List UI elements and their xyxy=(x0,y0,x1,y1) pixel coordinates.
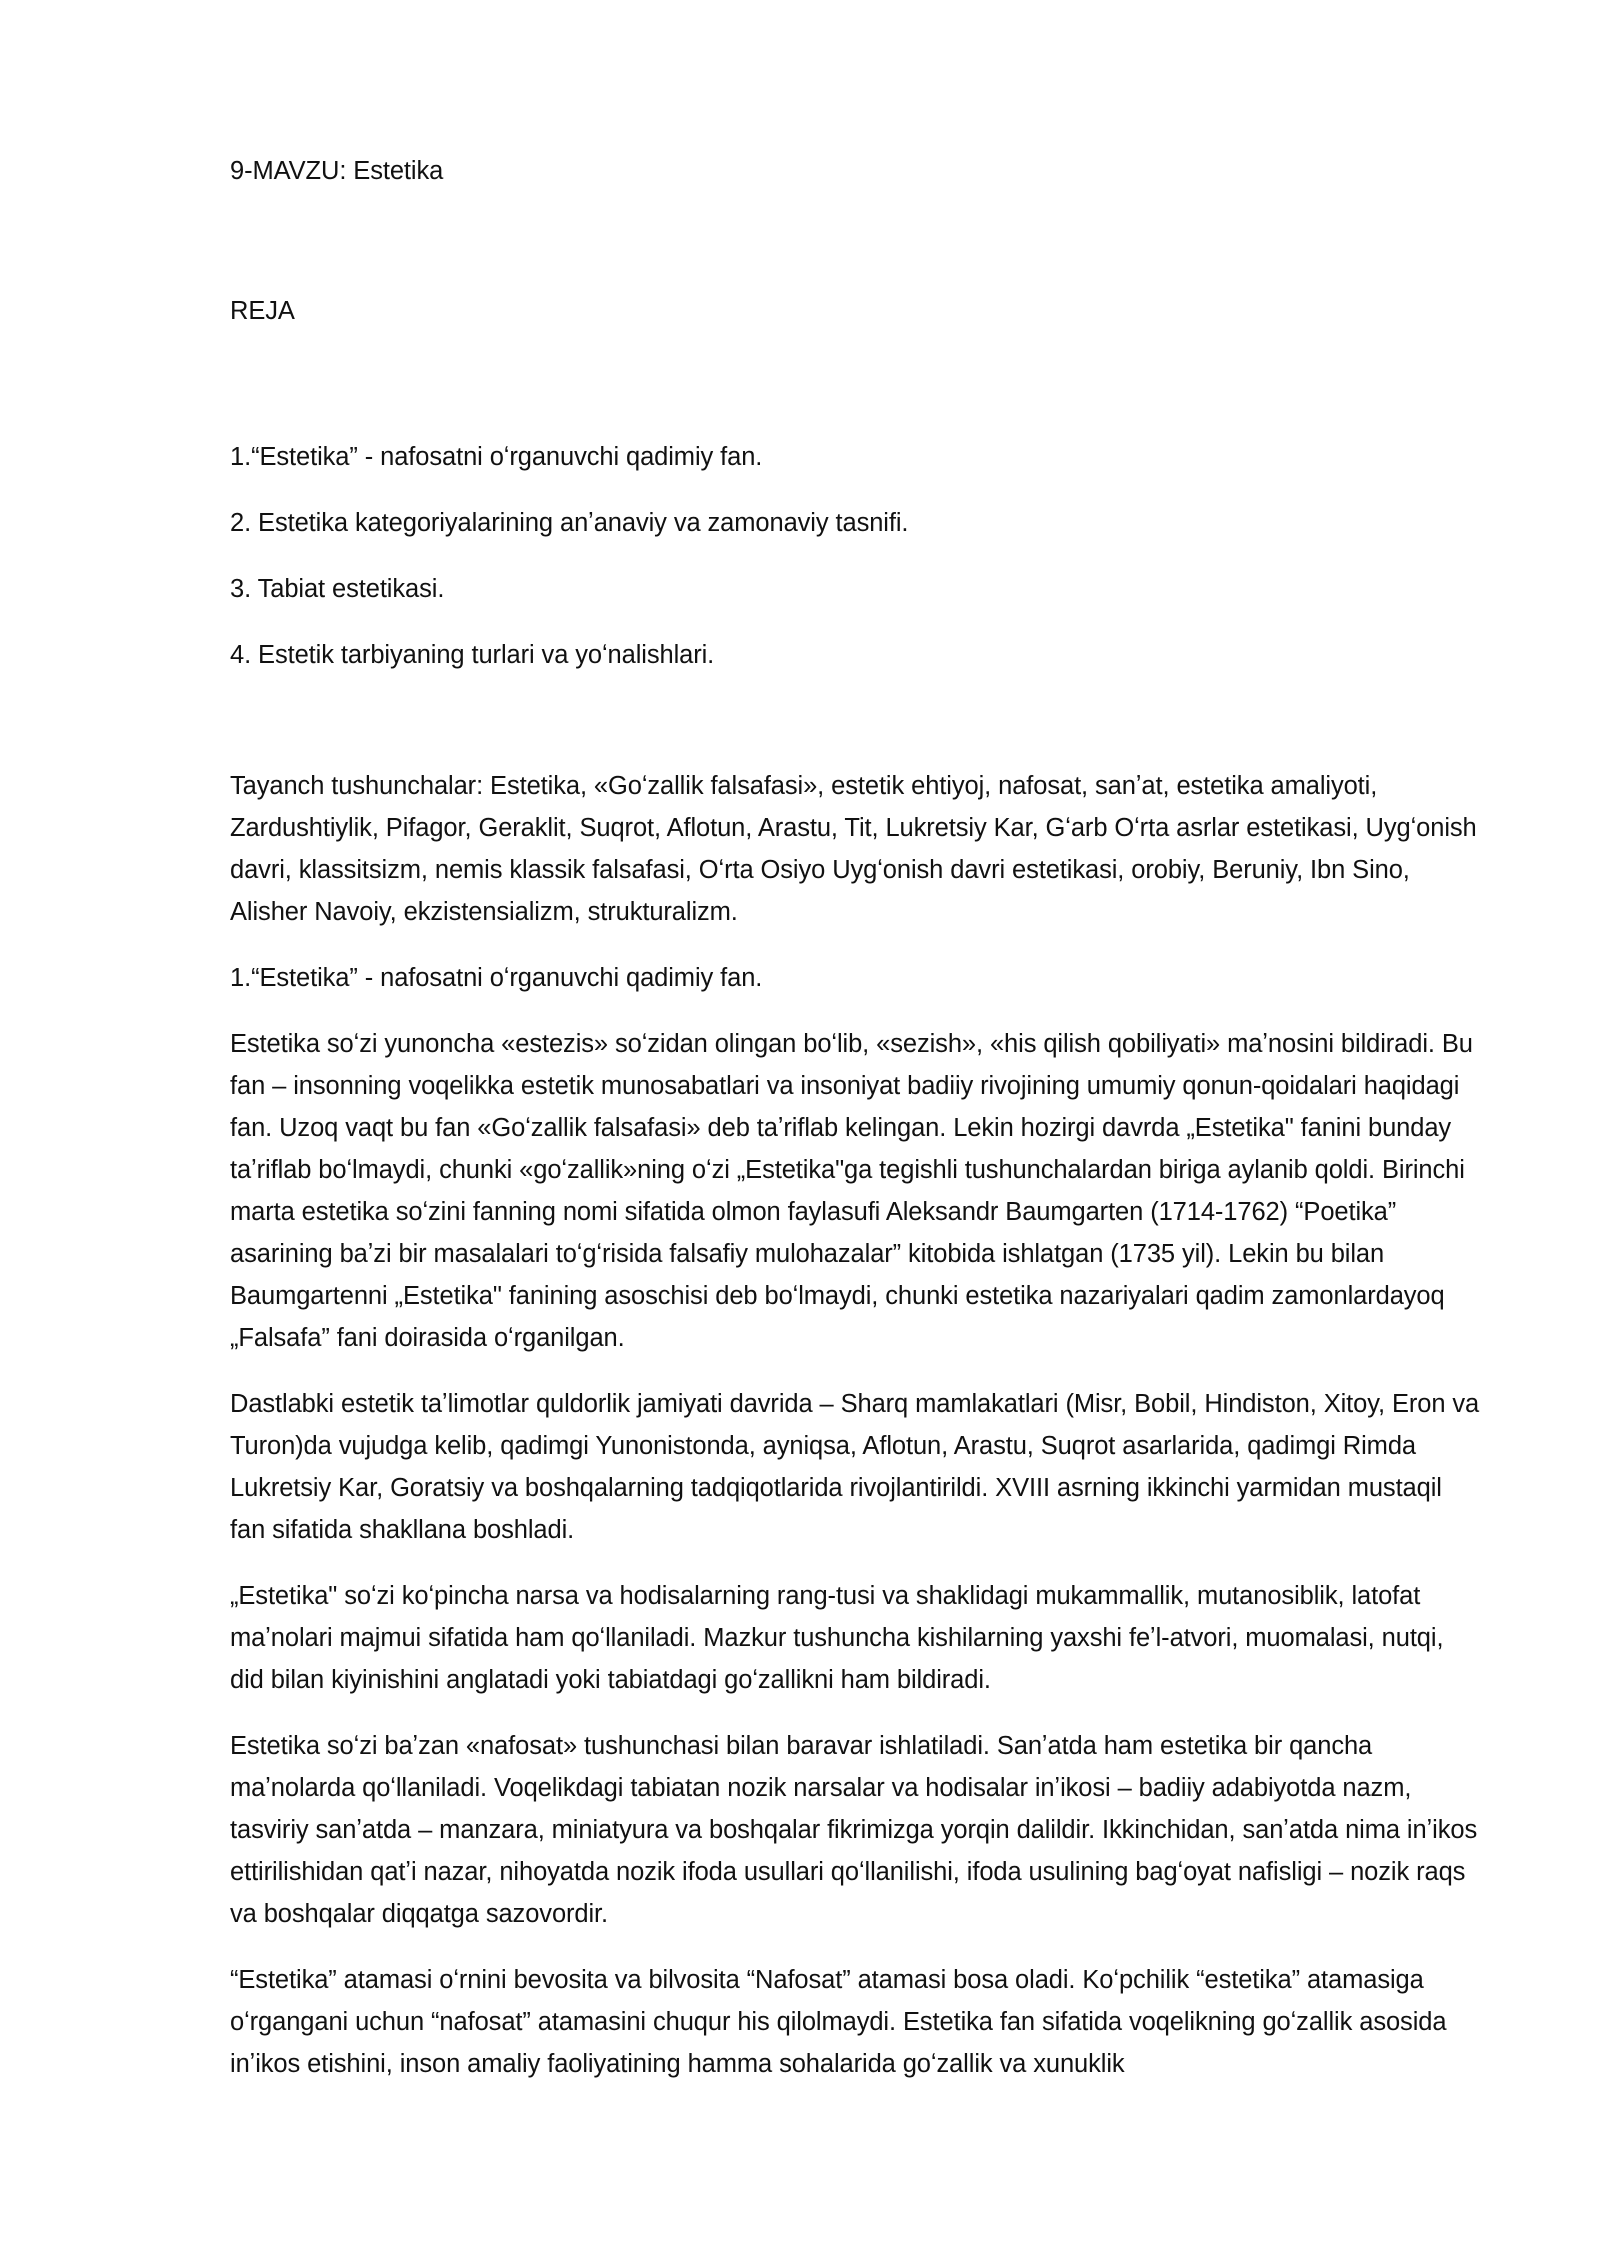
plan-item: 4. Estetik tarbiyaning turlari va yoʻnalishlari. xyxy=(230,641,715,669)
body-paragraph: Estetika soʻzi baʼzan «nafosat» tushunchasi bilan baravar ishlatiladi. Sanʼatda ham estetika bir qancha maʼnolarda qoʻllaniladi. Voqelikdagi tabiatan nozik narsalar va hodisalar inʼikosi – badiiy adabiyotda nazm, tasviriy sanʼatda – manzara, miniatyura va boshqalar fikrimizga yorqin dalildir. Ikkinchidan, sanʼatda nima inʼikos ettirilishidan qatʼi nazar, nihoyatda nozik ifoda usullari qoʻllanilishi, ifoda usulining bagʻoyat nafisligi – nozik raqs va boshqalar diqqatga sazovordir. xyxy=(230,1732,1478,1928)
section-heading: 1.“Estetika” - nafosatni oʻrganuvchi qadimiy fan. xyxy=(230,964,763,992)
key-concepts-paragraph: Tayanch tushunchalar: Estetika, «Goʻzallik falsafasi», estetik ehtiyoj, nafosat, sanʼat, estetika amaliyoti, Zardushtiylik, Pifagor, Geraklit, Suqrot, Aflotun, Arastu, Tit, Lukretsiy Kar, Gʻarb Oʻrta asrlar estetikasi, Uygʻonish davri, klassitsizm, nemis klassik falsafasi, Oʻrta Osiyo Uygʻonish davri estetikasi, orobiy, Beruniy, Ibn Sino, Alisher Navoiy, ekzistensializm, strukturalizm. xyxy=(230,772,1477,926)
plan-item: 2. Estetika kategoriyalarining anʼanaviy va zamonaviy tasnifi. xyxy=(230,509,909,537)
body-paragraph: „Estetika" soʻzi koʻpincha narsa va hodisalarning rang-tusi va shaklidagi mukammallik, mutanosiblik, latofat maʼnolari majmui sifatida ham qoʻllaniladi. Mazkur tushuncha kishilarning yaxshi feʼl-atvori, muomalasi, nutqi, did bilan kiyinishini anglatadi yoki tabiatdagi goʻzallikni ham bildiradi. xyxy=(230,1582,1444,1694)
document-body xyxy=(230,150,1480,2109)
plan-item: 3. Tabiat estetikasi. xyxy=(230,575,445,603)
body-paragraph: “Estetika” atamasi oʻrnini bevosita va bilvosita “Nafosat” atamasi bosa oladi. Koʻpchilik “estetika” atamasiga oʻrgangani uchun “nafosat” atamasini chuqur his qilolmaydi. Estetika fan sifatida voqelikning goʻzallik asosida inʼikos etishini, inson amaliy faoliyatining hamma sohalarida goʻzallik va xunuklik xyxy=(230,1966,1447,2078)
plan-list xyxy=(230,436,1480,676)
document-title: 9-MAVZU: Estetika xyxy=(230,157,444,185)
plan-item: 1.“Estetika” - nafosatni oʻrganuvchi qadimiy fan. xyxy=(230,443,763,471)
body-paragraph: Dastlabki estetik taʼlimotlar quldorlik jamiyati davrida – Sharq mamlakatlari (Misr, Bobil, Hindiston, Xitoy, Eron va Turon)da vujudga kelib, qadimgi Yunonistonda, ayniqsa, Aflotun, Arastu, Suqrot asarlarida, qadimgi Rimda Lukretsiy Kar, Goratsiy va boshqalarning tadqiqotlarida rivojlantirildi. XVIII asrning ikkinchi yarmidan mustaqil fan sifatida shakllana boshladi. xyxy=(230,1390,1480,1544)
body-paragraph: Estetika soʻzi yunoncha «estezis» soʻzidan olingan boʻlib, «sezish», «his qilish qobiliyati» maʼnosini bildiradi. Bu fan – insonning voqelikka estetik munosabatlari va insoniyat badiiy rivojining umumiy qonun-qoidalari haqidagi fan. Uzoq vaqt bu fan «Goʻzallik falsafasi» deb taʼriflab kelingan. Lekin hozirgi davrda „Estetika" fanini bunday taʼriflab boʻlmaydi, chunki «goʻzallik»ning oʻzi „Estetika"ga tegishli tushunchalardan biriga aylanib qoldi. Birinchi marta estetika soʻzini fanning nomi sifatida olmon faylasufi Aleksandr Baumgarten (1714-1762) “Poetika” asarining baʼzi bir masalalari toʻgʻrisida falsafiy mulohazalar” kitobida ishlatgan (1735 yil). Lekin bu bilan Baumgartenni „Estetika" fanining asoschisi deb boʻlmaydi, chunki estetika nazariyalari qadim zamonlardayoq „Falsafa” fani doirasida oʻrganilgan. xyxy=(230,1030,1473,1352)
plan-heading: REJA xyxy=(230,297,295,325)
